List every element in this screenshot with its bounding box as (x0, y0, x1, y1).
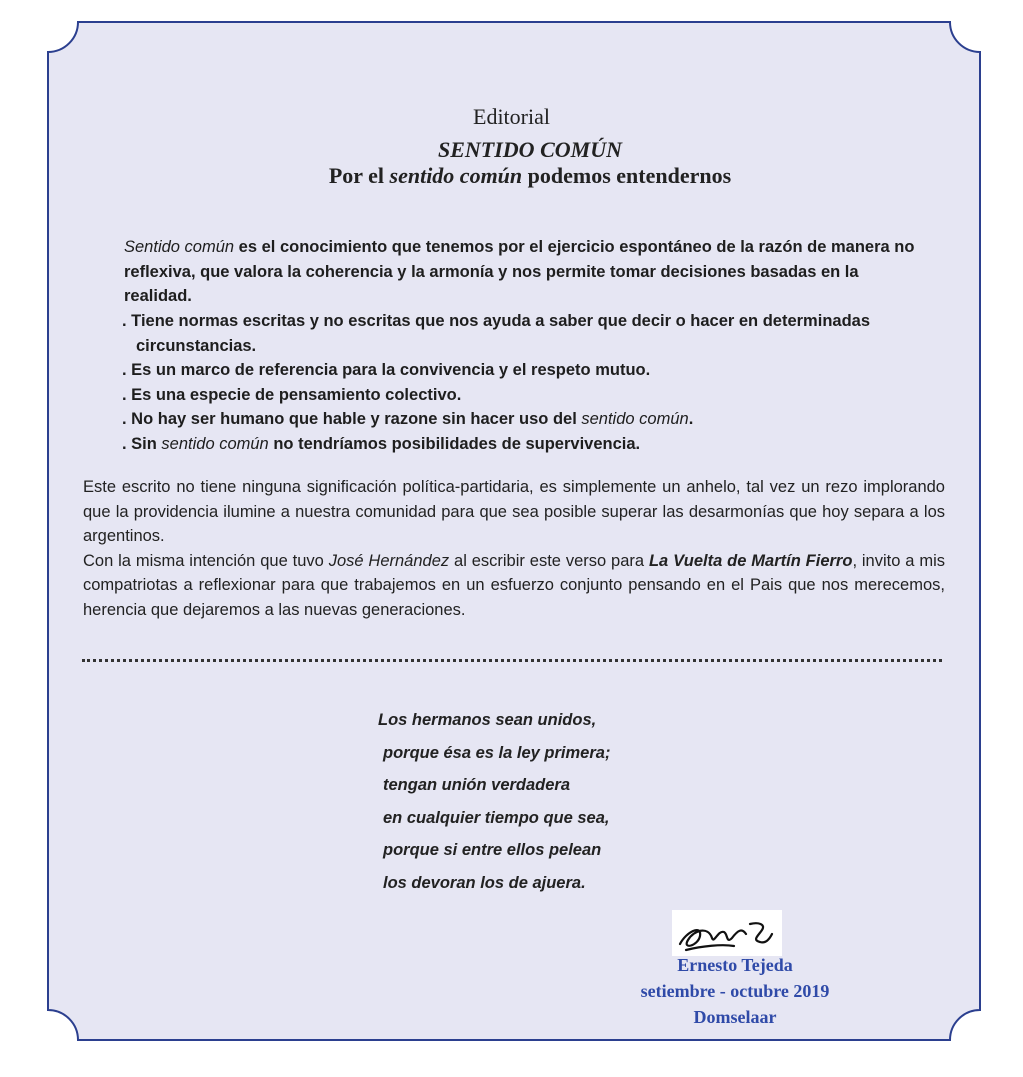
sign-off (560, 952, 910, 1030)
poem-line: en cualquier tiempo que sea, (383, 808, 610, 827)
body-text-span: al escribir este verso para (449, 551, 649, 570)
list-item-italic: sentido común (581, 410, 689, 428)
poem-line: Los hermanos sean unidos, (378, 711, 597, 729)
list-item-text: no tendríamos posibilidades de supervivencia. (268, 434, 641, 453)
editorial-title: SENTIDO COMÚN (438, 137, 622, 162)
body-text-span: , invito a mis compatriotas a reflexionar para que trabajemos en un esfuerzo conjunto pensando en el Pais que nos merecemos, herencia que dejaremos a las nuevas generaciones. (83, 551, 945, 619)
definition-paragraph (124, 235, 924, 309)
definition-text: es el conocimiento que tenemos por el ejercicio espontáneo de la razón de manera no reflexiva, que valora la coherencia y la armonía y nos permite tomar decisiones basadas en la realidad. (124, 238, 915, 305)
list-item: . Es un marco de referencia para la convivencia y el respeto mutuo. (122, 361, 651, 379)
dotted-separator (82, 659, 942, 662)
book-title: La Vuelta de Martín Fierro (648, 551, 853, 570)
list-item (122, 407, 937, 432)
author-signoff-name: Ernesto Tejeda (677, 955, 793, 975)
list-item-text: . Sin (122, 434, 162, 453)
poem-line: porque ésa es la ley primera; (383, 743, 611, 762)
list-item-italic: sentido común (161, 434, 269, 453)
poem-line: tengan unión verdadera (383, 776, 571, 795)
handwritten-signature (672, 910, 782, 956)
editorial-subtitle (0, 163, 1023, 189)
body-paragraph-1: Este escrito no tiene ninguna significación política-partidaria, es simplemente un anhelo, tal vez un rezo implorando que la providencia ilumine a nuestra comunidad para que sea posible superar las desarmonías que hoy separa a los argentinos. (83, 478, 945, 545)
characteristics-list (122, 309, 937, 456)
poem-line: porque si entre ellos pelean (383, 841, 602, 860)
author-name: José Hernández (328, 551, 450, 570)
body-paragraph-2 (83, 549, 945, 623)
list-item: . Tiene normas escritas y no escritas que nos ayuda a saber que decir o hacer en determinadas circunstancias. (122, 312, 871, 355)
list-item (122, 432, 937, 457)
body-text-span: Con la misma intención que tuvo (83, 551, 329, 570)
list-item-text: . (688, 410, 694, 428)
signoff-date: setiembre - octubre 2019 (640, 981, 830, 1001)
definition-lead: Sentido común (124, 238, 235, 256)
subtitle-italic: sentido común (389, 163, 523, 188)
poem-line: los devoran los de ajuera. (383, 873, 586, 892)
subtitle-text-start: Por el (328, 163, 390, 188)
signature-stroke (680, 923, 772, 950)
body-text (83, 475, 945, 622)
list-item: . Es una especie de pensamiento colectivo. (122, 385, 462, 404)
signoff-place: Domselaar (693, 1007, 777, 1027)
subtitle-text-end: podemos entendernos (522, 163, 732, 188)
list-item-text: . No hay ser humano que hable y razone sin hacer uso del (122, 410, 582, 428)
poem-verse (378, 704, 698, 900)
section-kicker: Editorial (473, 104, 550, 129)
